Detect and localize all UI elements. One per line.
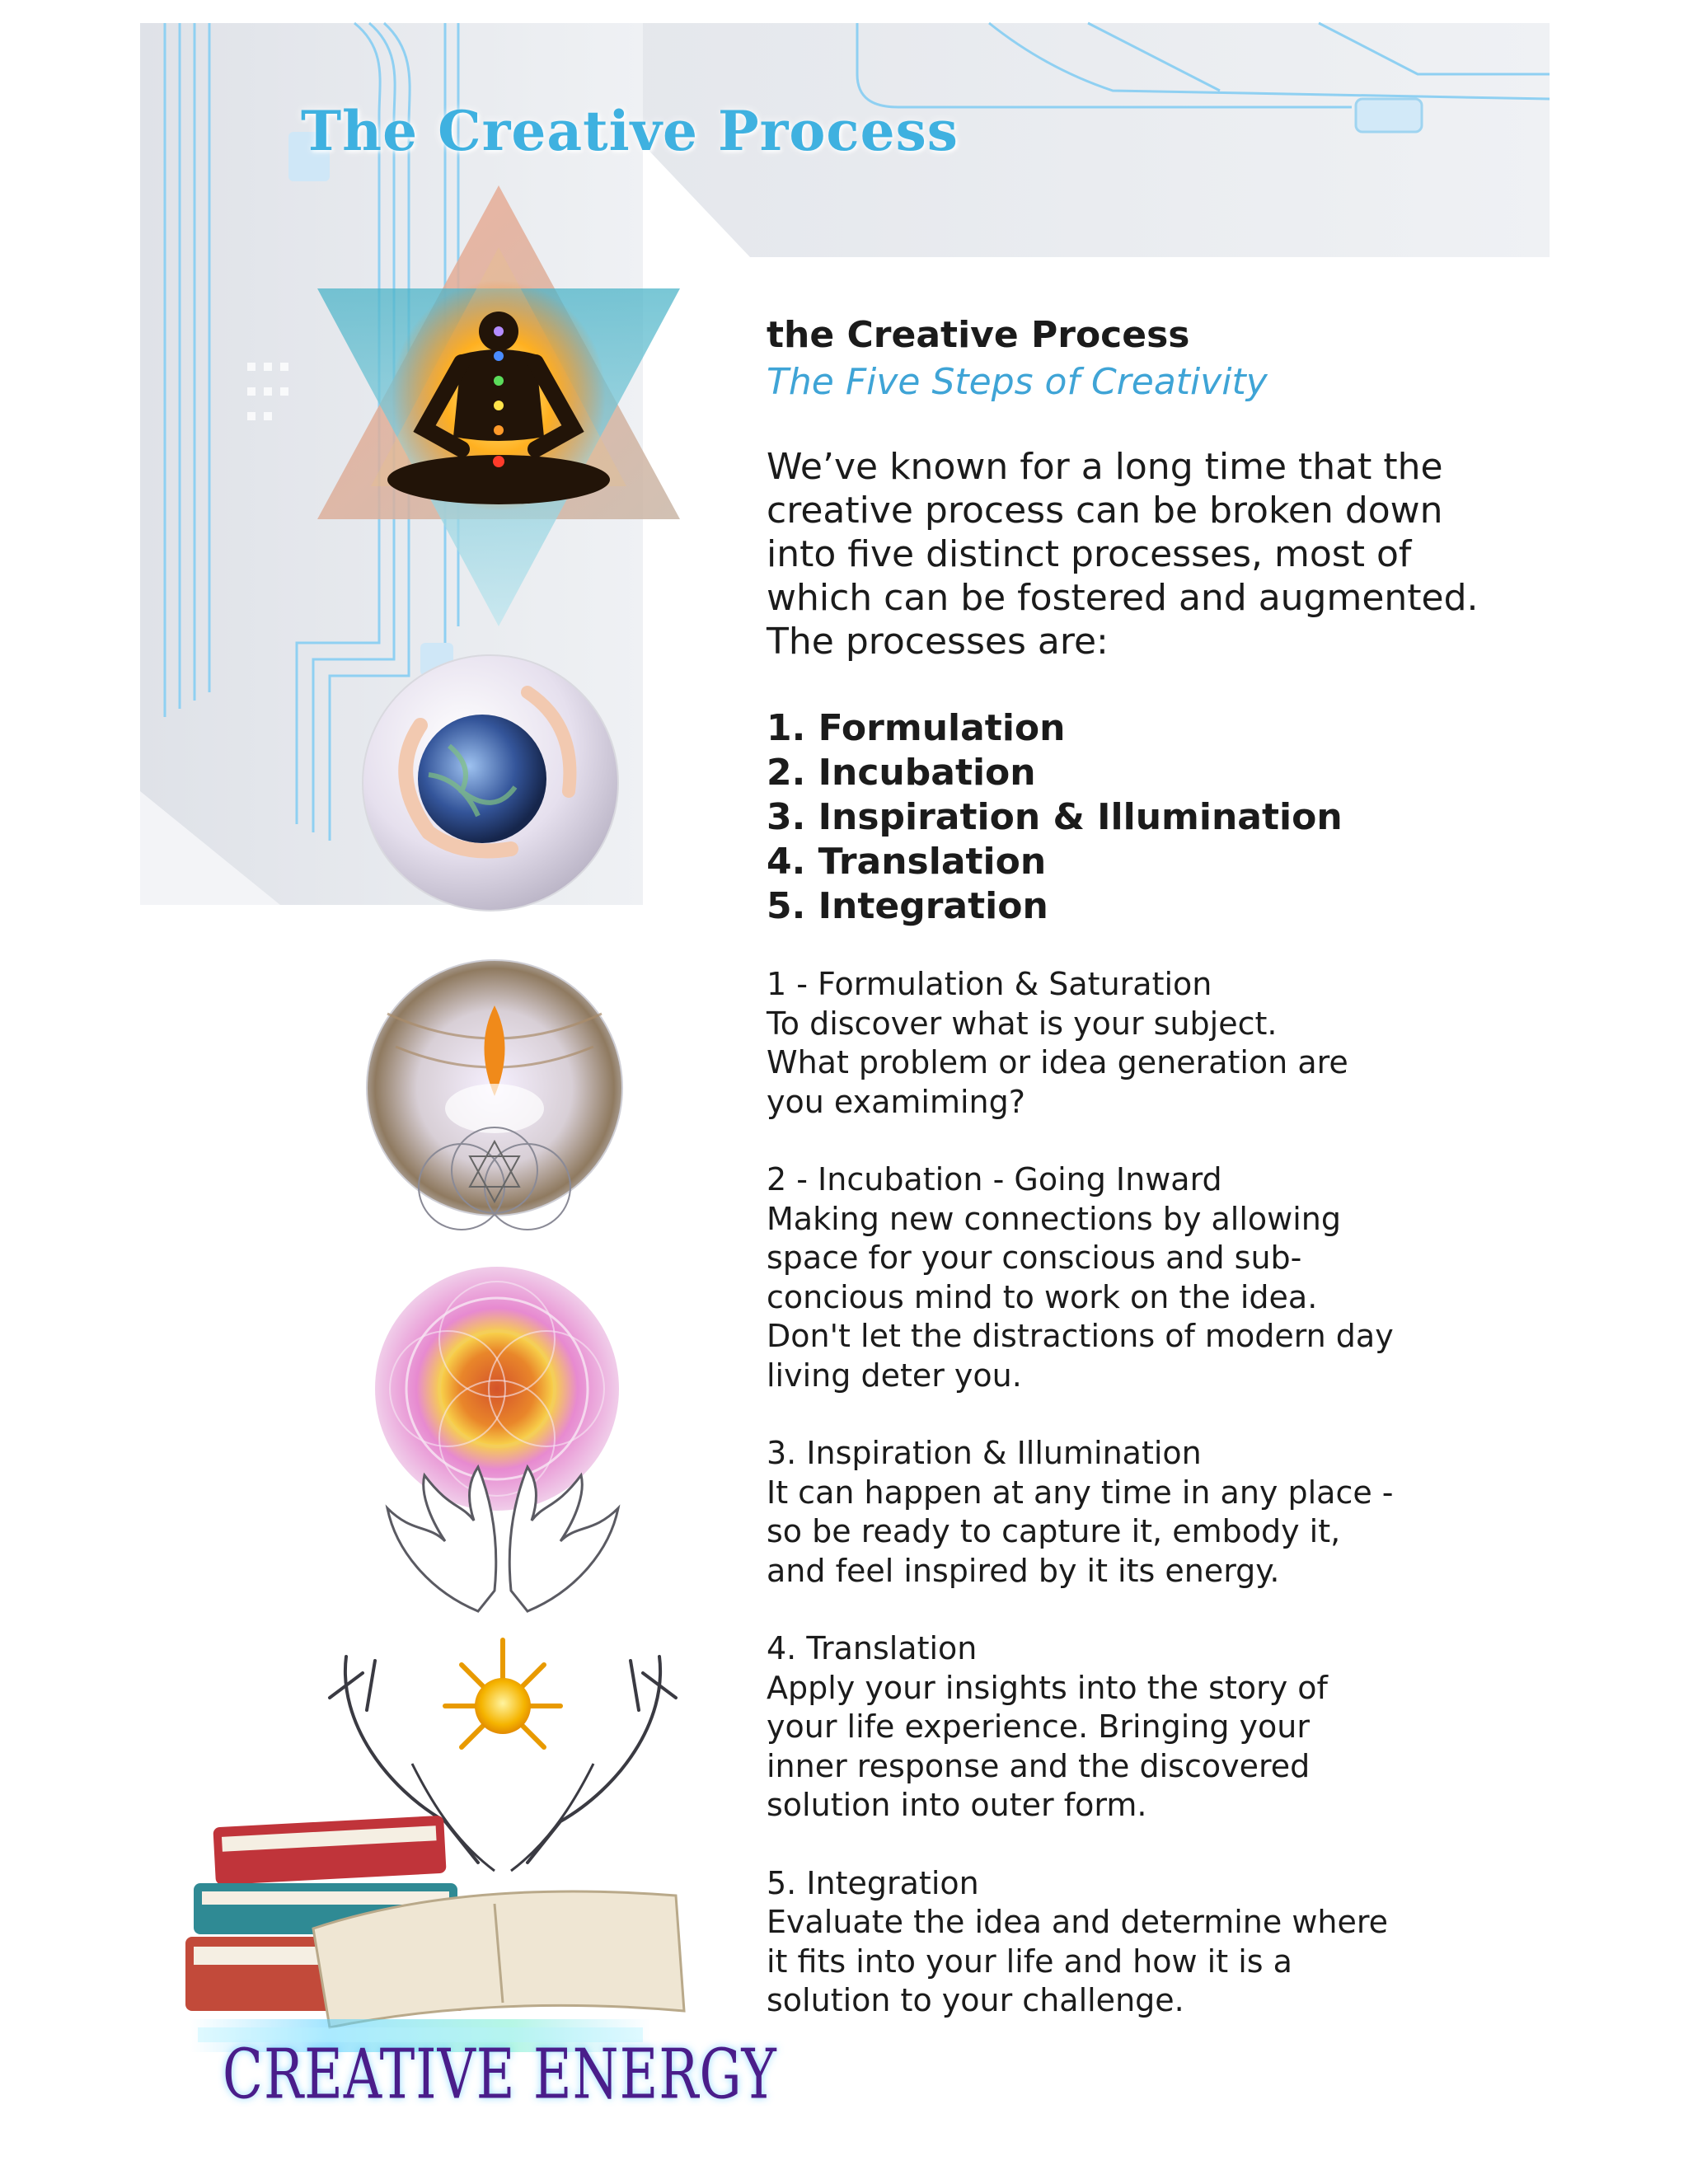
detail-inspiration (767, 1434, 1648, 1591)
detail-line: Making new connections by allowing (767, 1200, 1341, 1237)
detail-line: Apply your insights into the story of (767, 1669, 1328, 1706)
steps-list (767, 706, 1648, 929)
step-item-translation: 4. Translation (767, 841, 1047, 883)
detail-line: It can happen at any time in any place - (767, 1474, 1394, 1511)
main-content (767, 312, 1648, 2060)
step-item-inspiration: 3. Inspiration & Illumination (767, 796, 1343, 838)
detail-line: space for your conscious and sub- (767, 1240, 1302, 1276)
detail-incubation (767, 1160, 1648, 1395)
detail-line: To discover what is your subject. (767, 1005, 1278, 1042)
detail-title: 2 - Incubation - Going Inward (767, 1161, 1222, 1197)
intro-paragraph (767, 445, 1648, 663)
detail-line: inner response and the discovered (767, 1747, 1311, 1784)
detail-line: it fits into your life and how it is a (767, 1943, 1292, 1980)
detail-line: solution into outer form. (767, 1787, 1147, 1823)
earth-sphere-illustration (363, 655, 618, 911)
detail-line: your life experience. Bringing your (767, 1708, 1310, 1745)
detail-formulation (767, 965, 1648, 1122)
detail-line: What problem or idea generation are (767, 1044, 1348, 1080)
step-item-incubation: 2. Incubation (767, 752, 1036, 794)
detail-integration (767, 1864, 1648, 2021)
flame-sphere-illustration (367, 960, 622, 1230)
step-item-formulation: 1. Formulation (767, 707, 1066, 749)
step-details (767, 965, 1648, 2021)
section-heading: the Creative Process (767, 314, 1190, 356)
detail-title: 4. Translation (767, 1630, 978, 1666)
section-subheading: The Five Steps of Creativity (767, 361, 1268, 403)
detail-line: and feel inspired by it its energy. (767, 1552, 1280, 1589)
detail-line: Evaluate the idea and determine where (767, 1904, 1389, 1940)
detail-line: you examiming? (767, 1083, 1025, 1120)
detail-line: concious mind to work on the idea. (767, 1278, 1318, 1315)
creative-energy-illustration (185, 1467, 684, 2052)
detail-line: so be ready to capture it, embody it, (767, 1513, 1341, 1549)
intro-line: We’ve known for a long time that the (767, 446, 1443, 488)
intro-line: into five distinct processes, most of (767, 533, 1412, 575)
detail-title: 5. Integration (767, 1864, 979, 1901)
intro-line: creative process can be broken down (767, 490, 1443, 532)
detail-title: 3. Inspiration & Illumination (767, 1435, 1202, 1471)
detail-line: living deter you. (767, 1357, 1022, 1394)
detail-translation (767, 1629, 1648, 1825)
intro-line: which can be fostered and augmented. (767, 577, 1479, 619)
creative-energy-caption: CREATIVE ENERGY (223, 2036, 777, 2116)
detail-line: Don't let the distractions of modern day (767, 1318, 1394, 1354)
intro-line: The processes are: (767, 621, 1109, 663)
sun-sphere-illustration (375, 1267, 619, 1511)
step-item-integration: 5. Integration (767, 885, 1048, 927)
page-title: The Creative Process (301, 99, 959, 163)
detail-title: 1 - Formulation & Saturation (767, 966, 1212, 1002)
detail-line: solution to your challenge. (767, 1982, 1184, 2018)
